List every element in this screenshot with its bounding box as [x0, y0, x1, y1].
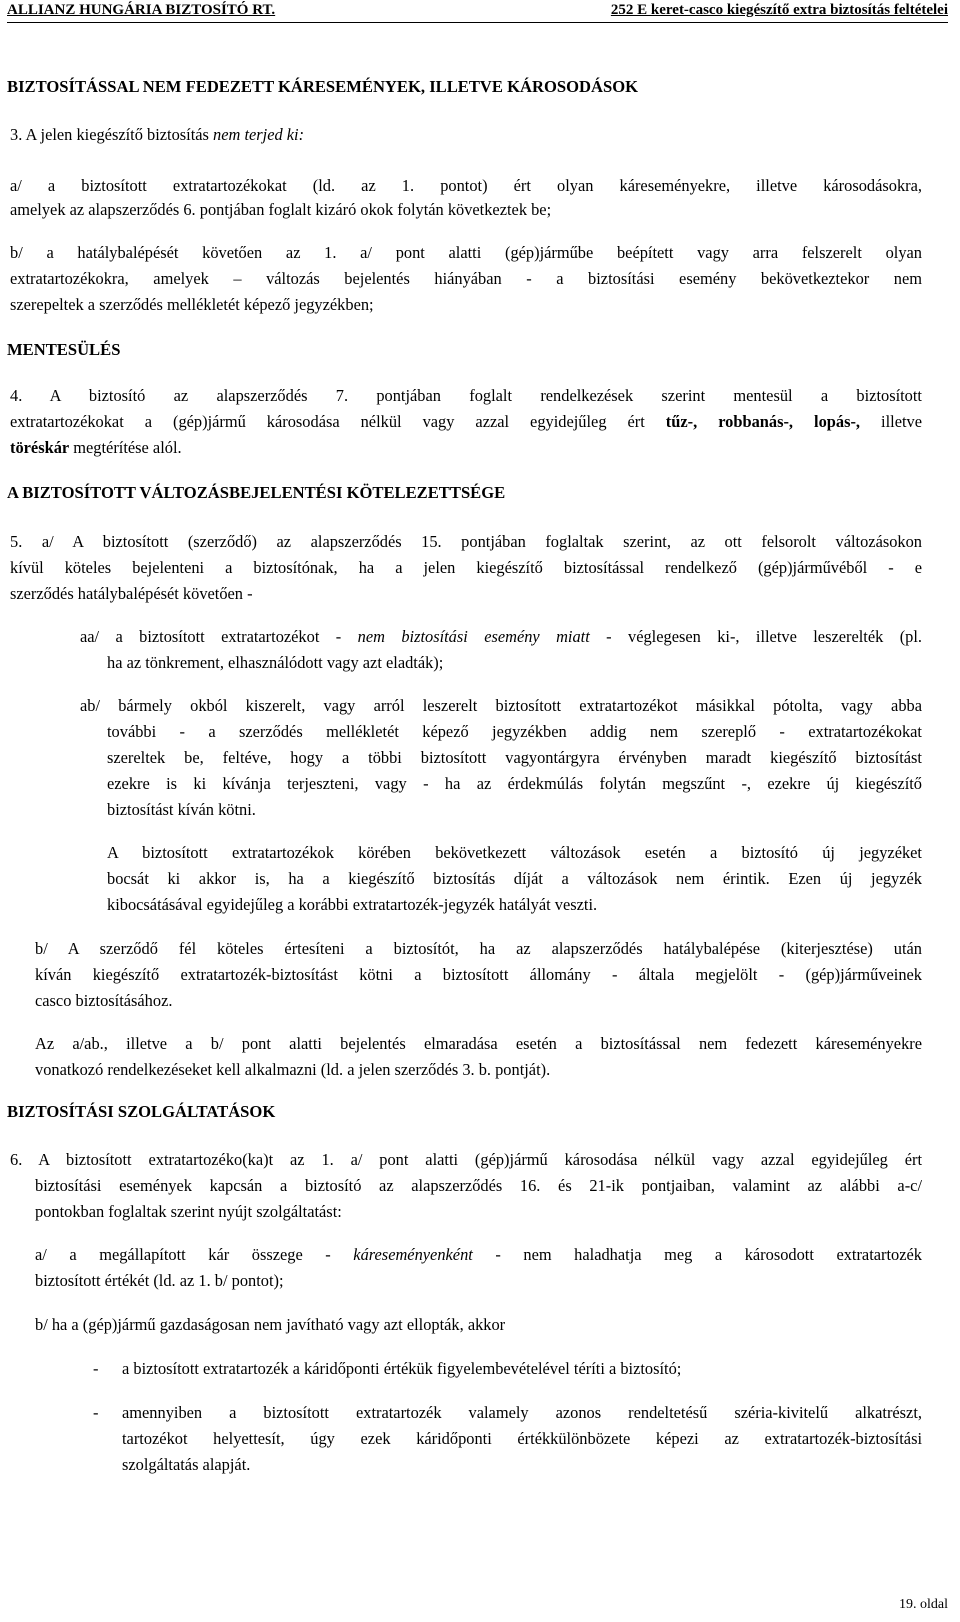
- s6-dash-2: -: [93, 1403, 99, 1422]
- page-header: [7, 0, 948, 23]
- s5-ab-line1: ab/ bármely okból kiszerelt, vagy arról leszerelt biztosított extratartozékot másikkal pótolta, vagy abba: [80, 696, 922, 715]
- s4-line2: extratartozékokat a (gép)jármű károsodása nélkül vagy azzal egyidejűleg ért tűz-, robbanás-, lopás-, illetve: [10, 412, 922, 431]
- s6-item2-line2: tartozékot helyettesít, úgy ezek káridőponti értékkülönbözete képezi az extratartozék-biztosítási: [122, 1429, 922, 1448]
- s6-dash-1: -: [93, 1359, 99, 1378]
- s4-line3: töréskár megtérítése alól.: [10, 438, 182, 457]
- s3-b-line3: szerepeltek a szerződés mellékletét képező jegyzékben;: [10, 295, 374, 314]
- s6-a-line1: a/ a megállapított kár összege - káreseményenként - nem haladhatja meg a károsodott extratartozék: [35, 1245, 922, 1264]
- s3-b-line2: extratartozékokra, amelyek – változás bejelentés hiányában - a biztosítási esemény bekövetkeztekor nem: [10, 269, 922, 288]
- s5-new-list-line1: A biztosított extratartozékok körében bekövetkezett változások esetén a biztosító új jegyzéket: [107, 843, 922, 862]
- s6-item2-line1: amennyiben a biztosított extratartozék valamely azonos rendeltetésű széria-kivitelű alkatrészt,: [122, 1403, 922, 1422]
- s5-ab-line2: további - a szerződés mellékletét képező jegyzékben addig nem szereplő - extratartozékokat: [107, 722, 922, 741]
- page-number: 19. oldal: [899, 1597, 948, 1612]
- s5-line2: kívül köteles bejelenteni a biztosítónak, ha a jelen kiegészítő biztosítással rendelkező (gép)járművéből - e: [10, 558, 922, 577]
- s5-new-list-line3: kibocsátásával egyidejűleg a korábbi extratartozék-jegyzék hatályát veszti.: [107, 895, 598, 914]
- s5-b-line2: kíván kiegészítő extratartozék-biztosítást kötni a biztosított állomány - általa megjelölt - (gép)járműveinek: [35, 965, 922, 984]
- s6-a-line2: biztosított értékét (ld. az 1. b/ pontot);: [35, 1271, 284, 1290]
- s6-item2-line3: szolgáltatás alapját.: [122, 1455, 251, 1474]
- s5-note-line1: Az a/ab., illetve a b/ pont alatti bejelentés elmaradása esetén a biztosítással nem fedezett káreseményekre: [35, 1034, 922, 1053]
- s6-line2: biztosítási események kapcsán a biztosító az alapszerződés 16. és 21-ik pontjaiban, valamint az alábbi a-c/: [35, 1176, 922, 1195]
- s5-ab-line4: ezekre is ki kívánja terjeszteni, vagy - ha az érdekmúlás folytán megszűnt -, ezekre új kiegészítő: [107, 774, 922, 793]
- s3-a-line1: a/ a biztosított extratartozékokat (ld. az 1. pontot) ért olyan káreseményekre, illetve károsodásokra,: [10, 176, 922, 195]
- s3-a-line2: amelyek az alapszerződés 6. pontjában foglalt kizáró okok folytán következtek be;: [10, 200, 552, 219]
- s5-line3: szerződés hatálybalépését követően -: [10, 584, 253, 603]
- s6-line1: 6. A biztosított extratartozéko(ka)t az 1. a/ pont alatti (gép)jármű károsodása nélkül vagy azzal egyidejűleg ért: [10, 1150, 922, 1169]
- s4-line1: 4. A biztosító az alapszerződés 7. pontjában foglalt rendelkezések szerint mentesül a biztosított: [10, 386, 922, 405]
- s5-new-list-line2: bocsát ki akkor is, ha a kiegészítő biztosítás díját a változások nem érintik. Ezen új jegyzék: [107, 869, 922, 888]
- header-company: ALLIANZ HUNGÁRIA BIZTOSÍTÓ RT.: [7, 2, 276, 18]
- s3-b-line1: b/ a hatálybalépését követően az 1. a/ pont alatti (gép)járműbe beépített vagy arra felszerelt olyan: [10, 243, 922, 262]
- heading-exemption: MENTESÜLÉS: [7, 340, 121, 359]
- header-document-title: 252 E keret-casco kiegészítő extra biztosítás feltételei: [610, 2, 948, 18]
- s5-ab-line3: szereltek be, feltéve, hogy a többi biztosított vagyontárgyra érvényben maradt kiegészítő biztosítást: [107, 748, 922, 767]
- heading-change-notification: A BIZTOSÍTOTT VÁLTOZÁSBEJELENTÉSI KÖTELEZETTSÉGE: [7, 483, 506, 502]
- s5-note-line2: vonatkozó rendelkezéseket kell alkalmazni (ld. a jelen szerződés 3. b. pontját).: [35, 1060, 551, 1079]
- s5-b-line3: casco biztosításához.: [35, 991, 173, 1010]
- s5-aa-line2: ha az tönkrement, elhasználódott vagy azt eladták);: [107, 653, 444, 672]
- s6-item1: a biztosított extratartozék a káridőponti értékük figyelembevételével téríti a biztosító;: [122, 1359, 682, 1378]
- s5-line1: 5. a/ A biztosított (szerződő) az alapszerződés 15. pontjában foglaltak szerint, az ott felsorolt változásokon: [10, 532, 922, 551]
- s6-line3: pontokban foglaltak szerint nyújt szolgáltatást:: [35, 1202, 342, 1221]
- heading-insurance-services: BIZTOSÍTÁSI SZOLGÁLTATÁSOK: [7, 1102, 276, 1121]
- s3-intro: 3. A jelen kiegészítő biztosítás nem terjed ki:: [10, 125, 305, 144]
- s5-b-line1: b/ A szerződő fél köteles értesíteni a biztosítót, ha az alapszerződés hatálybalépése (kiterjesztése) után: [35, 939, 922, 958]
- s5-aa-line1: aa/ a biztosított extratartozékot - nem biztosítási esemény miatt - véglegesen ki-, illetve leszerelték (pl.: [80, 627, 922, 646]
- s5-ab-line5: biztosítást kíván kötni.: [107, 800, 256, 819]
- s6-b-line1: b/ ha a (gép)jármű gazdaságosan nem javítható vagy azt ellopták, akkor: [35, 1315, 506, 1334]
- heading-excluded-events: BIZTOSÍTÁSSAL NEM FEDEZETT KÁRESEMÉNYEK, ILLETVE KÁROSODÁSOK: [7, 77, 639, 96]
